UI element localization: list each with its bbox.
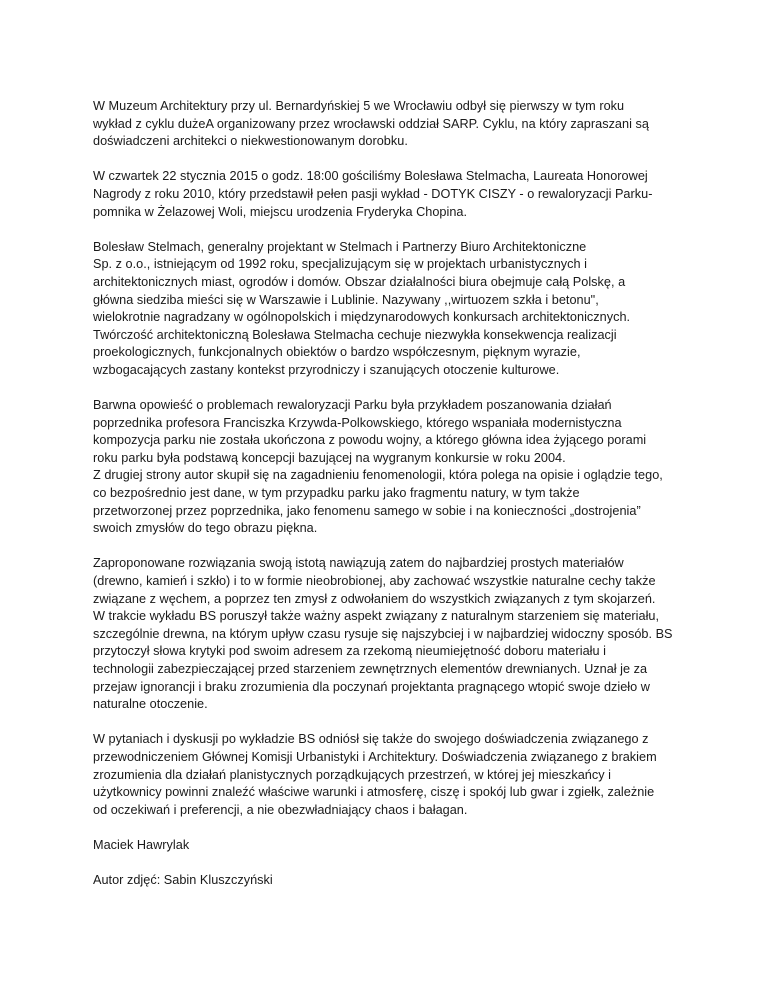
text-line: Barwna opowieść o problemach rewaloryzacji Parku była przykładem poszanowania działań xyxy=(93,398,612,413)
paragraph-intro xyxy=(93,98,691,151)
text-line: Autor zdjęć: Sabin Kluszczyński xyxy=(93,873,273,888)
text-line: doświadczeni architekci o niekwestionowanym dorobku. xyxy=(93,134,408,149)
text-line: (drewno, kamień i szkło) i to w formie nieobrobionej, aby zachować wszystkie naturalne cechy także xyxy=(93,574,656,589)
text-line: Bolesław Stelmach, generalny projektant w Stelmach i Partnerzy Biuro Architektoniczne xyxy=(93,239,587,254)
photo-credit xyxy=(93,872,691,890)
text-line: kompozycja parku nie została ukończona z powodu wojny, a którego główna idea żyjącego porami xyxy=(93,433,647,448)
text-line: Z drugiej strony autor skupił się na zagadnieniu fenomenologii, która polega na opisie i oglądzie tego, xyxy=(93,468,663,483)
text-line: od oczekiwań i preferencji, a nie obezwładniający chaos i bałagan. xyxy=(93,802,468,817)
text-line: technologii zabezpieczającej przed starzeniem zewnętrznych elementów drewnianych. Uznał je za xyxy=(93,662,648,676)
text-line: poprzednika profesora Franciszka Krzywda-Polkowskiego, którego wspaniała modernistyczna xyxy=(93,415,622,430)
text-line: przejaw ignorancji i braku zrozumienia dla poczynań projektanta pragnącego wtopić swoje dzieło w xyxy=(93,679,650,694)
text-line: Twórczość architektoniczną Bolesława Stelmacha cechuje niezwykła konsekwencja realizacji xyxy=(93,327,617,342)
text-line: Nagrody z roku 2010, który przedstawił pełen pasji wykład - DOTYK CISZY - o rewaloryzacji Parku- xyxy=(93,186,653,201)
text-line: przewodniczeniem Głównej Komisji Urbanistyki i Architektury. Doświadczenia związanego z brakiem xyxy=(93,749,657,764)
text-line: Sp. z o.o., istniejącym od 1992 roku, specjalizującym się w projektach urbanistycznych i xyxy=(93,257,587,272)
text-line: naturalne otoczenie. xyxy=(93,697,208,712)
paragraph-biography xyxy=(93,239,691,380)
text-line: proekologicznych, funkcjonalnych obiektów o bardzo współczesnym, pięknym wyrazie, xyxy=(93,345,581,360)
text-line: roku parku była podstawą koncepcji bazującej na wygranym konkursie w roku 2004. xyxy=(93,450,566,465)
text-line: główna siedziba mieści się w Warszawie i Lublinie. Nazywany ,,wirtuozem szkła i betonu", xyxy=(93,292,599,307)
text-line: pomnika w Żelazowej Woli, miejscu urodzenia Fryderyka Chopina. xyxy=(93,204,468,219)
text-line: zrozumienia dla działań planistycznych porządkujących przestrzeń, w której jej mieszkańcy i xyxy=(93,767,611,782)
paragraph-park-story xyxy=(93,397,691,538)
text-line: Maciek Hawrylak xyxy=(93,837,190,852)
text-line: swoich zmysłów do tego obrazu piękna. xyxy=(93,521,318,536)
text-line: wzbogacających zastany kontekst przyrodniczy i szanujących otoczenie kulturowe. xyxy=(93,362,560,377)
text-line: W trakcie wykładu BS poruszył także ważny aspekt związany z naturalnym starzeniem się materiału, xyxy=(93,609,660,624)
text-line: co bezpośrednio jest dane, w tym przypadku parku jako fragmentu natury, w tym także xyxy=(93,486,580,501)
text-line: przetworzonej przez poprzednika, jako fenomenu samego w sobie i na konieczności „dostrojenia” xyxy=(93,503,641,518)
text-line: W czwartek 22 stycznia 2015 o godz. 18:00 gościliśmy Bolesława Stelmacha, Laureata Honorowej xyxy=(93,169,648,184)
paragraph-discussion xyxy=(93,731,691,819)
author-signature xyxy=(93,837,691,855)
text-line: szczególnie drewna, na którym upływ czasu rysuje się najszybciej i w najbardziej widoczny sposób. BS xyxy=(93,626,673,641)
text-line: użytkownicy powinni znaleźć właściwe warunki i atmosferę, ciszę i spokój lub gwar i zgiełk, zależnie xyxy=(93,785,655,800)
paragraph-event xyxy=(93,168,691,221)
document-body xyxy=(93,98,691,907)
text-line: W Muzeum Architektury przy ul. Bernardyńskiej 5 we Wrocławiu odbył się pierwszy w tym roku xyxy=(93,99,625,113)
text-line: związane z węchem, a poprzez ten zmysł z odwołaniem do wszystkich związanych z tym skojarzeń. xyxy=(93,591,656,606)
text-line: architektonicznych miast, ogrodów i domów. Obszar działalności biura obejmuje całą Polskę, a xyxy=(93,274,626,289)
text-line: wielokrotnie nagradzany w ogólnopolskich i międzynarodowych konkursach architektonicznych. xyxy=(93,310,631,325)
text-line: W pytaniach i dyskusji po wykładzie BS odniósł się także do swojego doświadczenia związanego z xyxy=(93,732,649,747)
paragraph-materials xyxy=(93,555,691,713)
text-line: wykład z cyklu dużeA organizowany przez wrocławski oddział SARP. Cyklu, na który zapraszani są xyxy=(93,116,649,131)
text-line: przytoczył słowa krytyki pod swoim adresem za rzekomą nieumiejętność doboru materiału i xyxy=(93,644,606,659)
text-line: Zaproponowane rozwiązania swoją istotą nawiązują zatem do najbardziej prostych materiałów xyxy=(93,556,624,571)
